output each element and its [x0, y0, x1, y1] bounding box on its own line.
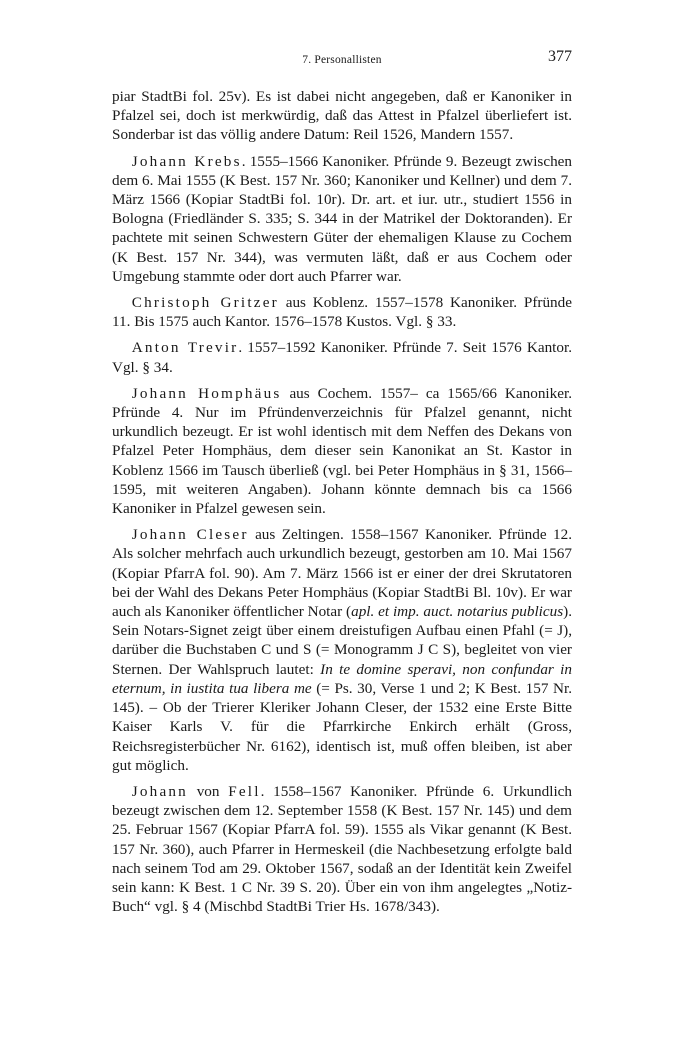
entry-johann-krebs: [112, 152, 572, 286]
entry-anton-trevir: [112, 338, 572, 376]
entry-name: Christoph Gritzer: [131, 294, 279, 312]
entry-johann-cleser: [112, 525, 572, 775]
page-number: 377: [548, 48, 572, 65]
entry-name: Johann Homphäus: [131, 384, 282, 402]
entry-name: Anton Trevir: [131, 339, 239, 357]
entry-text: . 1557–1592 Kanoniker. Pfründe 7. Seit 1576 Kantor. Vgl. § 34.: [112, 339, 572, 376]
entry-text: aus Zeltingen. 1558–1567 Kanoniker. Pfründe 12. Als solcher mehrfach auch urkundlich bezeugt, gestorben am 10. Mai 1567 (Kopiar PfarrA fol. 90). Am 7. März 1566 ist er einer der drei Skrutatoren bei der Wahl des Dekans Peter Homphäus (Kopiar StadtBi Bl. 10v). Er war auch als Kanoniker öffentlicher Notar (: [112, 526, 572, 621]
entry-christoph-gritzer: [112, 293, 572, 331]
entry-text: aus Cochem. 1557– ca 1565/66 Kanoniker. Pfründe 4. Nur im Pfründenverzeichnis für Pfalzel genannt, nicht urkundlich bezeugt. Er ist wohl identisch mit dem Neffen des Dekans von Pfalzel Peter Homphäus, dem dieser sein Kanonikat an St. Kastor in Koblenz 1566 im Tausch überließ (vgl. bei Peter Homphäus in § 31, 1566–1595, mit weiteren Angaben). Johann könnte demnach bis ca 1566 Kanoniker in Pfalzel gewesen sein.: [112, 384, 572, 518]
entry-name: Johann Krebs: [131, 152, 242, 170]
entry-name: Johann Cleser: [131, 526, 249, 544]
page-body: [112, 87, 572, 923]
entry-johann-homphaeus: [112, 384, 572, 518]
motto-italic-text: In te domine speravi, non confundar in eternum, in iustita tua libera me: [112, 660, 572, 697]
entry-name-surname: Fell: [228, 782, 261, 800]
entry-text: . 1558–1567 Kanoniker. Pfründe 6. Urkundlich bezeugt zwischen dem 12. September 1558 (K Best. 157 Nr. 145) und dem 25. Februar 1567 (Kopiar PfarrA fol. 59). 1555 als Vikar genannt (K Best. 157 Nr. 360), auch Pfarrer in Hermeskeil (die Nachbesetzung erfolgte bald nach seinem Tod am 29. Oktober 1567, sodaß an der Identität kein Zweifel sein kann: K Best. 1 C Nr. 39 S. 20). Über ein von ihm angelegtes „Notiz-Buch“ vgl. § 4 (Mischbd StadtBi Trier Hs. 1678/343).: [112, 782, 573, 916]
entry-text: aus Koblenz. 1557–1578 Kanoniker. Pfründe 11. Bis 1575 auch Kantor. 1576–1578 Kustos. Vgl. § 33.: [112, 294, 572, 331]
page-header: [112, 48, 572, 70]
book-page: [112, 0, 572, 1048]
entry-text: . 1555–1566 Kanoniker. Pfründe 9. Bezeugt zwischen dem 6. Mai 1555 (K Best. 157 Nr. 360; Kanoniker und Kellner) und dem 7. März 1566 (Kopiar StadtBi fol. 10r). Dr. art. et iur. utr., studiert 1556 in Bologna (Friedländer S. 335; S. 344 in der Matrikel der Doktoranden). Er pachtete mit seinen Schwestern Güter der ehemaligen Klause zu Cochem (K Best. 157 Nr. 344), was vermuten läßt, daß er aus Cochem oder Umgebung stammte oder dort auch Pfarrer war.: [112, 152, 572, 285]
entry-text: (= Ps. 30, Verse 1 und 2; K Best. 157 Nr. 145). – Ob der Trierer Kleriker Johann Cleser, der 1532 eine Erste Bitte Kaiser Karls V. für die Pfarrkirche Enkirch erhält (Gross, Reichsregisterbücher Nr. 6162), identisch ist, muß offen bleiben, ist aber gut möglich.: [112, 679, 572, 774]
entry-text: von: [187, 782, 229, 800]
entry-johann-von-fell: [112, 782, 572, 916]
paragraph-continuation: piar StadtBi fol. 25v). Es ist dabei nicht angegeben, daß er Kanoniker in Pfalzel sei, doch ist merkwürdig, daß das Attest in Pfalzel überliefert ist. Sonderbar ist das völlig andere Datum: Reil 1526, Mandern 1557.: [112, 88, 572, 144]
running-title: 7. Personallisten: [302, 54, 382, 66]
entry-name: Johann: [131, 782, 188, 800]
entry-italic-text: apl. et imp. auct. notarius publicus: [351, 603, 564, 621]
entry-text: ). Sein Notars-Signet zeigt über einem dreistufigen Aufbau einen Pfahl (= J), darüber die Buchstaben C und S (= Monogramm J C S), begleitet von vier Sternen. Der Wahlspruch lautet:: [112, 603, 572, 678]
